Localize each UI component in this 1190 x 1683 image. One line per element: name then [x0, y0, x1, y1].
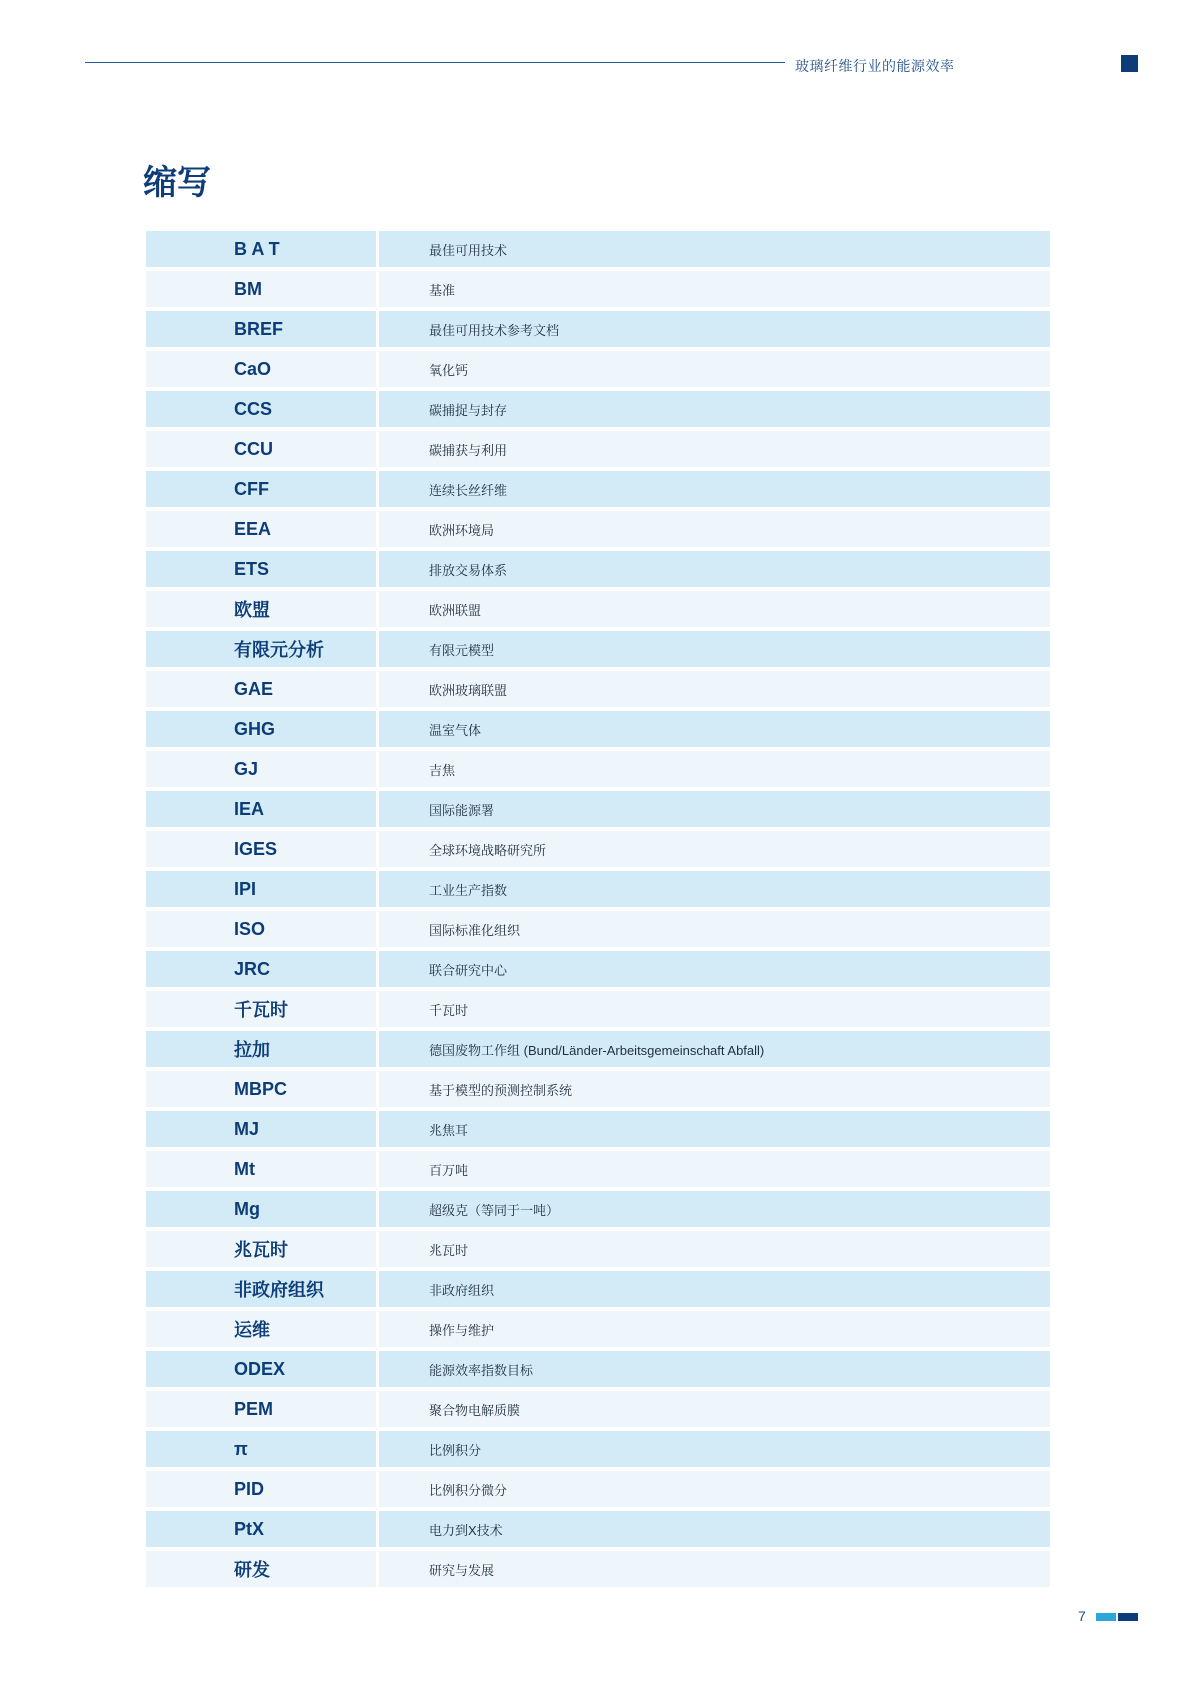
table-row — [146, 431, 1050, 467]
table-row — [146, 911, 1050, 947]
table-row — [146, 1151, 1050, 1187]
table-row — [146, 1031, 1050, 1067]
page-marker-light — [1096, 1613, 1116, 1621]
abbreviation-term: CCS — [146, 391, 376, 427]
abbreviation-term: IPI — [146, 871, 376, 907]
abbreviation-meaning: 基于模型的预测控制系统 — [379, 1071, 1050, 1107]
abbreviation-term: 欧盟 — [146, 591, 376, 627]
abbreviation-meaning: 操作与维护 — [379, 1311, 1050, 1347]
table-row — [146, 1551, 1050, 1587]
header-square-mark — [1121, 55, 1138, 72]
table-row — [146, 831, 1050, 867]
abbreviation-meaning: 联合研究中心 — [379, 951, 1050, 987]
abbreviation-term: IGES — [146, 831, 376, 867]
abbreviation-term: ETS — [146, 551, 376, 587]
abbreviation-term: 运维 — [146, 1311, 376, 1347]
abbreviation-term: 千瓦时 — [146, 991, 376, 1027]
abbreviation-term: CaO — [146, 351, 376, 387]
abbreviation-meaning: 兆焦耳 — [379, 1111, 1050, 1147]
abbreviation-meaning: 基准 — [379, 271, 1050, 307]
abbreviation-meaning: 千瓦时 — [379, 991, 1050, 1027]
abbreviation-meaning: 百万吨 — [379, 1151, 1050, 1187]
abbreviation-meaning: 欧洲玻璃联盟 — [379, 671, 1050, 707]
page-number: 7 — [1078, 1608, 1086, 1624]
running-header-title: 玻璃纤维行业的能源效率 — [795, 58, 955, 74]
abbreviation-term: PtX — [146, 1511, 376, 1547]
table-row — [146, 1431, 1050, 1467]
abbreviation-meaning: 连续长丝纤维 — [379, 471, 1050, 507]
abbreviation-meaning: 有限元模型 — [379, 631, 1050, 667]
table-row — [146, 791, 1050, 827]
abbreviation-term: GHG — [146, 711, 376, 747]
table-row — [146, 391, 1050, 427]
abbreviation-meaning: 全球环境战略研究所 — [379, 831, 1050, 867]
abbreviation-meaning: 最佳可用技术参考文档 — [379, 311, 1050, 347]
table-row — [146, 871, 1050, 907]
abbreviation-term: MBPC — [146, 1071, 376, 1107]
table-row — [146, 991, 1050, 1027]
abbreviation-meaning: 碳捕获与利用 — [379, 431, 1050, 467]
abbreviation-meaning: 聚合物电解质膜 — [379, 1391, 1050, 1427]
abbreviation-meaning: 国际标准化组织 — [379, 911, 1050, 947]
table-row — [146, 951, 1050, 987]
table-row — [146, 1311, 1050, 1347]
table-row — [146, 1511, 1050, 1547]
abbreviation-term: PEM — [146, 1391, 376, 1427]
table-row — [146, 351, 1050, 387]
abbreviation-meaning: 比例积分微分 — [379, 1471, 1050, 1507]
abbreviation-term: Mt — [146, 1151, 376, 1187]
abbreviation-meaning: 氧化钙 — [379, 351, 1050, 387]
abbreviation-term: IEA — [146, 791, 376, 827]
table-row — [146, 1191, 1050, 1227]
abbreviation-term: BM — [146, 271, 376, 307]
table-row — [146, 671, 1050, 707]
abbreviation-term: π — [146, 1431, 376, 1467]
abbreviation-term: EEA — [146, 511, 376, 547]
table-row — [146, 271, 1050, 307]
abbreviation-meaning: 比例积分 — [379, 1431, 1050, 1467]
abbreviation-term: BREF — [146, 311, 376, 347]
abbreviation-meaning: 碳捕捉与封存 — [379, 391, 1050, 427]
abbreviation-term: CCU — [146, 431, 376, 467]
abbreviation-term: GJ — [146, 751, 376, 787]
page-marker-dark — [1118, 1613, 1138, 1621]
abbreviation-meaning: 吉焦 — [379, 751, 1050, 787]
abbreviation-meaning: 欧洲联盟 — [379, 591, 1050, 627]
abbreviation-meaning: 兆瓦时 — [379, 1231, 1050, 1267]
abbreviation-meaning: 最佳可用技术 — [379, 231, 1050, 267]
table-row — [146, 471, 1050, 507]
table-row — [146, 231, 1050, 267]
table-row — [146, 1471, 1050, 1507]
abbreviation-meaning: 工业生产指数 — [379, 871, 1050, 907]
table-row — [146, 511, 1050, 547]
abbreviation-table — [146, 231, 1050, 1591]
abbreviation-term: 兆瓦时 — [146, 1231, 376, 1267]
abbreviation-term: PID — [146, 1471, 376, 1507]
abbreviation-term: 研发 — [146, 1551, 376, 1587]
table-row — [146, 1231, 1050, 1267]
abbreviation-term: 拉加 — [146, 1031, 376, 1067]
abbreviation-term: ISO — [146, 911, 376, 947]
abbreviation-term: MJ — [146, 1111, 376, 1147]
abbreviation-meaning: 能源效率指数目标 — [379, 1351, 1050, 1387]
abbreviation-term: B A T — [146, 231, 376, 267]
table-row — [146, 1071, 1050, 1107]
table-row — [146, 591, 1050, 627]
table-row — [146, 711, 1050, 747]
abbreviation-meaning: 电力到X技术 — [379, 1511, 1050, 1547]
table-row — [146, 1391, 1050, 1427]
abbreviation-term: 非政府组织 — [146, 1271, 376, 1307]
abbreviation-meaning: 德国废物工作组 (Bund/Länder-Arbeitsgemeinschaft Abfall) — [379, 1031, 1050, 1067]
abbreviation-meaning: 排放交易体系 — [379, 551, 1050, 587]
table-row — [146, 551, 1050, 587]
table-row — [146, 751, 1050, 787]
abbreviation-term: ODEX — [146, 1351, 376, 1387]
abbreviation-meaning: 欧洲环境局 — [379, 511, 1050, 547]
table-row — [146, 631, 1050, 667]
abbreviation-term: Mg — [146, 1191, 376, 1227]
abbreviation-term: 有限元分析 — [146, 631, 376, 667]
table-row — [146, 1111, 1050, 1147]
abbreviation-term: JRC — [146, 951, 376, 987]
abbreviation-meaning: 研究与发展 — [379, 1551, 1050, 1587]
table-row — [146, 1271, 1050, 1307]
abbreviation-meaning: 超级克（等同于一吨） — [379, 1191, 1050, 1227]
table-row — [146, 311, 1050, 347]
abbreviation-term: GAE — [146, 671, 376, 707]
page-title: 缩写 — [143, 164, 211, 202]
abbreviation-meaning: 温室气体 — [379, 711, 1050, 747]
table-row — [146, 1351, 1050, 1387]
abbreviation-meaning: 非政府组织 — [379, 1271, 1050, 1307]
abbreviation-meaning: 国际能源署 — [379, 791, 1050, 827]
header-rule — [85, 62, 785, 63]
abbreviation-term: CFF — [146, 471, 376, 507]
